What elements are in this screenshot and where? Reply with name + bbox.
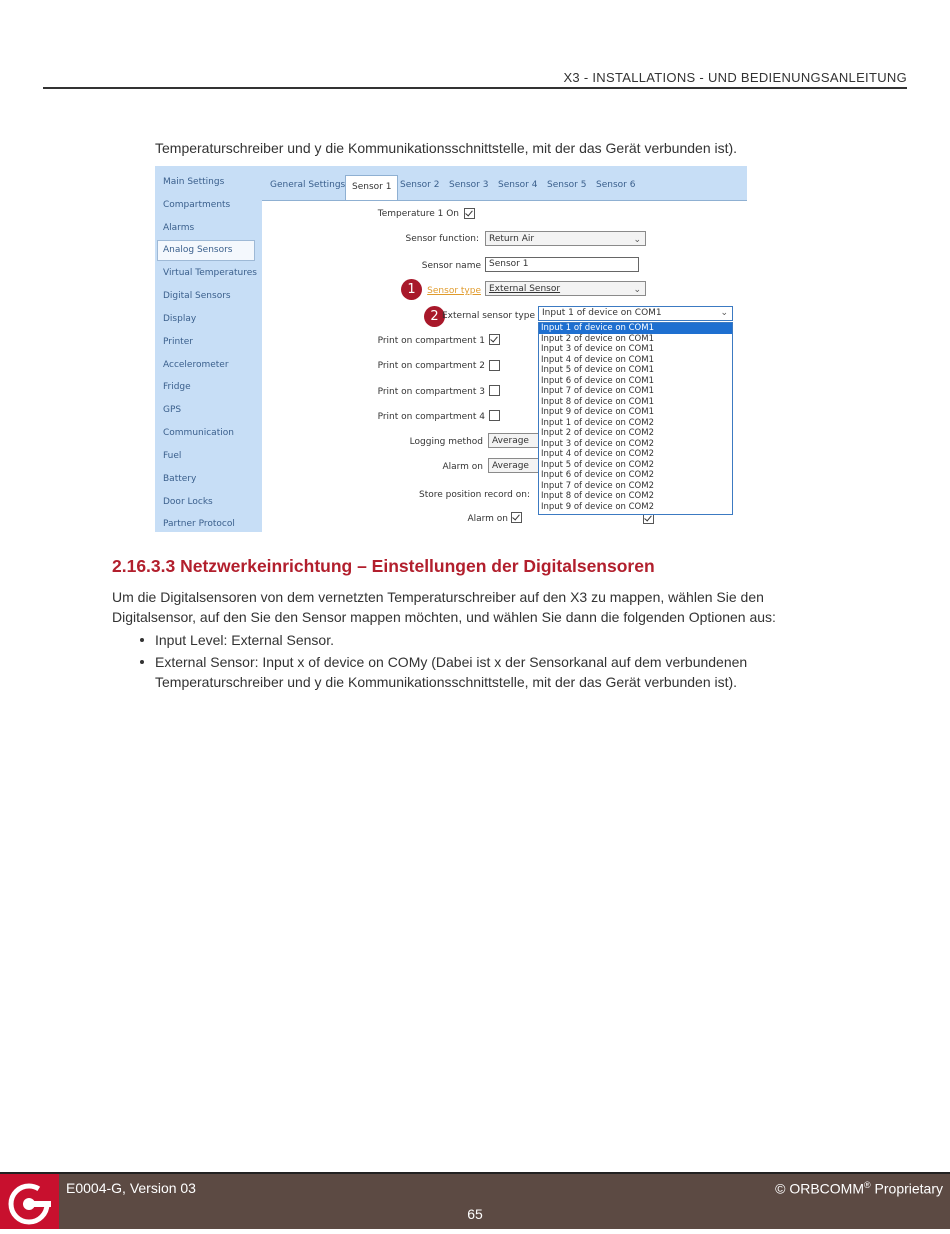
dropdown-option[interactable]: Input 6 of device on COM2 xyxy=(541,470,654,480)
dropdown-option[interactable]: Input 5 of device on COM1 xyxy=(541,365,654,375)
list-item-text: Input Level: External Sensor. xyxy=(155,632,334,648)
copyright-notice xyxy=(775,1180,943,1197)
dropdown-option[interactable]: Input 2 of device on COM1 xyxy=(541,333,654,344)
chevron-down-icon: ⌄ xyxy=(633,235,641,245)
tab-sensor-5[interactable]: Sensor 5 xyxy=(547,180,587,190)
nav-item-fridge[interactable]: Fridge xyxy=(163,382,191,392)
list-item xyxy=(112,630,812,650)
external-sensor-type-value: Input 1 of device on COM1 xyxy=(542,308,662,318)
page-footer xyxy=(0,1172,950,1229)
nav-item-virtual-temperatures[interactable]: Virtual Temperatures xyxy=(163,268,257,278)
sensor-type-select[interactable] xyxy=(485,281,646,296)
list-item-text: External Sensor: Input x of device on COMy (Dabei ist x der Sensorkanal auf dem verbundenen Temperaturschreiber und y die Kommunikationsschnittstelle, mit der das Gerät verbunden ist). xyxy=(155,654,748,690)
temperature-on-label: Temperature 1 On xyxy=(377,209,459,219)
tab-sensor-2[interactable]: Sensor 2 xyxy=(400,180,440,190)
dropdown-option[interactable]: Input 8 of device on COM1 xyxy=(541,396,654,407)
copyright-text: © ORBCOMM xyxy=(775,1180,864,1197)
tab-sensor-3[interactable]: Sensor 3 xyxy=(449,180,489,190)
section-heading: 2.16.3.3 Netzwerkeinrichtung – Einstellungen der Digitalsensoren xyxy=(112,556,655,576)
dropdown-option[interactable]: Input 7 of device on COM2 xyxy=(541,480,654,491)
nav-item-accelerometer[interactable]: Accelerometer xyxy=(163,360,229,370)
print-compartment-4-label: Print on compartment 4 xyxy=(377,412,485,422)
dropdown-option[interactable]: Input 2 of device on COM2 xyxy=(541,428,654,438)
tab-sensor-4[interactable]: Sensor 4 xyxy=(498,180,538,190)
settings-nav xyxy=(155,166,262,532)
header-rule xyxy=(43,87,907,89)
nav-item-gps[interactable]: GPS xyxy=(163,405,182,415)
sensor-name-input[interactable]: Sensor 1 xyxy=(485,257,639,272)
print-compartment-2-checkbox[interactable] xyxy=(489,360,500,371)
store-position-label: Store position record on: xyxy=(418,490,530,500)
sensor-tabbar xyxy=(262,166,747,201)
bullet-icon xyxy=(140,660,144,664)
document-id: E0004-G, Version 03 xyxy=(66,1180,196,1196)
nav-item-door-locks[interactable]: Door Locks xyxy=(163,497,213,507)
tab-general-settings[interactable]: General Settings xyxy=(270,180,346,190)
dropdown-option[interactable]: Input 8 of device on COM2 xyxy=(541,491,654,501)
nav-item-display[interactable]: Display xyxy=(163,314,197,324)
running-header-title: X3 - INSTALLATIONS - UND BEDIENUNGSANLEITUNG xyxy=(563,70,907,85)
option-list xyxy=(112,630,812,694)
dropdown-option[interactable]: Input 3 of device on COM1 xyxy=(541,344,654,354)
print-compartment-2-label: Print on compartment 2 xyxy=(377,361,485,371)
nav-item-alarms[interactable]: Alarms xyxy=(163,223,195,233)
nav-item-communication[interactable]: Communication xyxy=(163,428,234,438)
nav-item-main-settings[interactable]: Main Settings xyxy=(163,177,225,187)
tab-sensor-1[interactable]: Sensor 1 xyxy=(345,175,398,200)
sensor-function-select[interactable] xyxy=(485,231,646,246)
section-paragraph: Um die Digitalsensoren von dem vernetzten Temperaturschreiber auf den X3 zu mappen, wählen Sie den Digitalsensor, auf den Sie den Sensor mappen möchten, und wählen Sie dann die folgenden Optionen aus: xyxy=(112,589,776,625)
logging-method-label: Logging method xyxy=(409,437,483,447)
dropdown-option[interactable]: Input 1 of device on COM1 xyxy=(539,323,732,334)
proprietary-text: Proprietary xyxy=(870,1180,943,1197)
list-item xyxy=(112,652,812,692)
settings-screenshot xyxy=(155,166,747,532)
callout-marker-1: 1 xyxy=(401,279,422,300)
tab-sensor-6[interactable]: Sensor 6 xyxy=(596,180,636,190)
chevron-down-icon: ⌄ xyxy=(720,308,728,318)
footer-rule xyxy=(0,1172,950,1174)
dropdown-option[interactable]: Input 4 of device on COM2 xyxy=(541,449,654,459)
registered-mark: ® xyxy=(864,1180,871,1190)
nav-item-digital-sensors[interactable]: Digital Sensors xyxy=(163,291,231,301)
print-compartment-4-checkbox[interactable] xyxy=(489,410,500,421)
dropdown-option[interactable]: Input 9 of device on COM1 xyxy=(541,407,654,417)
dropdown-option[interactable]: Input 9 of device on COM2 xyxy=(541,501,654,512)
dropdown-option[interactable]: Input 4 of device on COM1 xyxy=(541,354,654,365)
print-compartment-3-label: Print on compartment 3 xyxy=(377,387,485,397)
sensor-function-value: Return Air xyxy=(489,234,535,244)
external-sensor-type-options xyxy=(538,322,733,515)
dropdown-option[interactable]: Input 6 of device on COM1 xyxy=(541,375,654,386)
print-compartment-1-checkbox[interactable] xyxy=(489,334,500,345)
sensor-name-label: Sensor name xyxy=(421,261,481,271)
nav-item-fuel[interactable]: Fuel xyxy=(163,451,182,461)
chevron-down-icon: ⌄ xyxy=(633,285,641,295)
alarm-on-select[interactable]: Average xyxy=(488,458,543,473)
alarm-on-label-2: Alarm on xyxy=(467,514,508,524)
callout-marker-2: 2 xyxy=(424,306,445,327)
sensor-type-link[interactable]: Sensor type xyxy=(427,286,481,296)
bullet-icon xyxy=(140,638,144,642)
print-compartment-1-label: Print on compartment 1 xyxy=(377,336,485,346)
alarm-on-label: Alarm on xyxy=(442,462,483,472)
nav-item-compartments[interactable]: Compartments xyxy=(163,200,231,210)
external-sensor-type-label: External sensor type xyxy=(442,311,535,321)
sensor-function-label: Sensor function: xyxy=(405,234,479,244)
nav-item-analog-sensors[interactable]: Analog Sensors xyxy=(157,240,255,261)
temperature-on-checkbox[interactable] xyxy=(464,208,475,219)
intro-text: Temperaturschreiber und y die Kommunikationsschnittstelle, mit der das Gerät verbunden ist). xyxy=(155,140,738,156)
sensor-type-value: External Sensor xyxy=(489,284,561,294)
dropdown-option[interactable]: Input 7 of device on COM1 xyxy=(541,386,654,396)
dropdown-option[interactable]: Input 3 of device on COM2 xyxy=(541,438,654,449)
page-number: 65 xyxy=(467,1206,483,1222)
external-sensor-type-select[interactable] xyxy=(538,306,733,321)
dropdown-option[interactable]: Input 5 of device on COM2 xyxy=(541,459,654,470)
print-compartment-3-checkbox[interactable] xyxy=(489,385,500,396)
nav-item-battery[interactable]: Battery xyxy=(163,474,197,484)
nav-item-partner-protocol[interactable]: Partner Protocol xyxy=(163,519,235,529)
alarm-on-checkbox[interactable] xyxy=(511,512,522,523)
logging-method-select[interactable]: Average xyxy=(488,433,543,448)
nav-item-printer[interactable]: Printer xyxy=(163,337,193,347)
dropdown-option[interactable]: Input 1 of device on COM2 xyxy=(541,417,654,428)
